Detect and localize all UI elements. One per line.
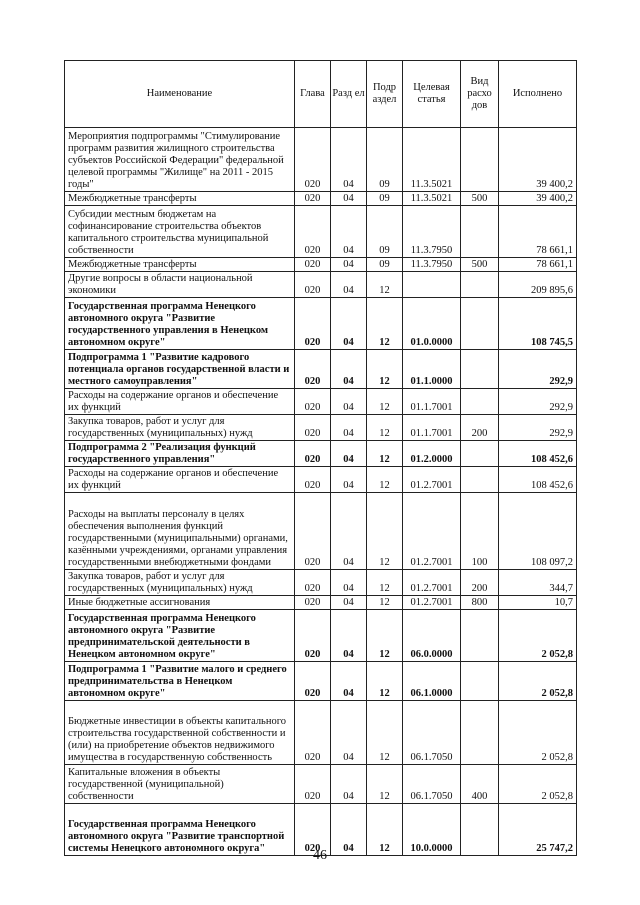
cell-razdel: 04 <box>331 192 367 206</box>
cell-vid <box>461 662 499 701</box>
table-row <box>65 765 577 804</box>
table-row <box>65 441 577 467</box>
cell-razdel: 04 <box>331 206 367 258</box>
cell-name: Государственная программа Ненецкого автономного округа "Развитие государственного управления в Ненецком автономном округе" <box>65 298 295 350</box>
table-row <box>65 258 577 272</box>
cell-name: Расходы на содержание органов и обеспечение их функций <box>65 467 295 493</box>
cell-podrazdel: 09 <box>367 206 403 258</box>
cell-name: Подпрограмма 2 "Реализация функций государственного управления" <box>65 441 295 467</box>
cell-podrazdel: 12 <box>367 701 403 765</box>
cell-statya <box>403 272 461 298</box>
cell-name: Межбюджетные трансферты <box>65 192 295 206</box>
table-row <box>65 610 577 662</box>
cell-podrazdel: 12 <box>367 350 403 389</box>
cell-vid <box>461 206 499 258</box>
cell-podrazdel: 12 <box>367 662 403 701</box>
cell-vid <box>461 389 499 415</box>
cell-glava: 020 <box>295 415 331 441</box>
cell-name: Закупка товаров, работ и услуг для государственных (муниципальных) нужд <box>65 415 295 441</box>
cell-vid <box>461 128 499 192</box>
cell-vid <box>461 298 499 350</box>
page-number: 46 <box>313 848 327 863</box>
table-row <box>65 493 577 570</box>
table-row <box>65 389 577 415</box>
cell-statya: 06.1.0000 <box>403 662 461 701</box>
cell-podrazdel: 12 <box>367 272 403 298</box>
cell-razdel: 04 <box>331 765 367 804</box>
cell-podrazdel: 12 <box>367 298 403 350</box>
cell-statya: 06.1.7050 <box>403 701 461 765</box>
cell-vid <box>461 467 499 493</box>
cell-statya: 11.3.7950 <box>403 258 461 272</box>
cell-razdel: 04 <box>331 350 367 389</box>
cell-vid <box>461 701 499 765</box>
cell-razdel: 04 <box>331 596 367 610</box>
header-ispolneno: Исполнено <box>499 61 577 128</box>
cell-podrazdel: 09 <box>367 258 403 272</box>
cell-name: Иные бюджетные ассигнования <box>65 596 295 610</box>
cell-glava: 020 <box>295 596 331 610</box>
table-row <box>65 415 577 441</box>
cell-glava: 020 <box>295 258 331 272</box>
table-row <box>65 662 577 701</box>
cell-ispolneno: 108 745,5 <box>499 298 577 350</box>
cell-name: Закупка товаров, работ и услуг для государственных (муниципальных) нужд <box>65 570 295 596</box>
cell-vid: 800 <box>461 596 499 610</box>
cell-podrazdel: 12 <box>367 765 403 804</box>
cell-statya: 11.3.7950 <box>403 206 461 258</box>
cell-razdel: 04 <box>331 570 367 596</box>
cell-statya: 01.2.7001 <box>403 570 461 596</box>
cell-glava: 020 <box>295 701 331 765</box>
cell-glava: 020 <box>295 128 331 192</box>
cell-podrazdel: 12 <box>367 610 403 662</box>
cell-glava: 020 <box>295 804 331 856</box>
cell-statya: 06.0.0000 <box>403 610 461 662</box>
cell-podrazdel: 09 <box>367 128 403 192</box>
table-row <box>65 192 577 206</box>
cell-statya: 01.2.0000 <box>403 441 461 467</box>
cell-podrazdel: 12 <box>367 804 403 856</box>
table-row <box>65 570 577 596</box>
cell-razdel: 04 <box>331 389 367 415</box>
cell-name: Расходы на содержание органов и обеспечение их функций <box>65 389 295 415</box>
cell-name: Капитальные вложения в объекты государственной (муниципальной) собственности <box>65 765 295 804</box>
cell-glava: 020 <box>295 765 331 804</box>
cell-podrazdel: 12 <box>367 467 403 493</box>
cell-podrazdel: 12 <box>367 415 403 441</box>
cell-ispolneno: 2 052,8 <box>499 610 577 662</box>
cell-name: Бюджетные инвестиции в объекты капитального строительства государственной собственности и (или) на приобретение объектов недвижимого имущества в государственную собственность <box>65 701 295 765</box>
cell-statya: 06.1.7050 <box>403 765 461 804</box>
cell-ispolneno: 292,9 <box>499 389 577 415</box>
table-row <box>65 467 577 493</box>
cell-ispolneno: 209 895,6 <box>499 272 577 298</box>
cell-glava: 020 <box>295 441 331 467</box>
cell-razdel: 04 <box>331 298 367 350</box>
cell-name: Государственная программа Ненецкого автономного округа "Развитие транспортной системы Ненецкого автономного округа" <box>65 804 295 856</box>
table-row <box>65 596 577 610</box>
header-name: Наименование <box>65 61 295 128</box>
cell-vid <box>461 441 499 467</box>
cell-vid <box>461 610 499 662</box>
cell-statya: 11.3.5021 <box>403 128 461 192</box>
cell-statya: 10.0.0000 <box>403 804 461 856</box>
cell-name: Подпрограмма 1 "Развитие малого и среднего предпринимательства в Ненецком автономном округе" <box>65 662 295 701</box>
cell-razdel: 04 <box>331 804 367 856</box>
cell-vid: 500 <box>461 192 499 206</box>
cell-statya: 01.1.7001 <box>403 389 461 415</box>
cell-ispolneno: 10,7 <box>499 596 577 610</box>
cell-ispolneno: 2 052,8 <box>499 662 577 701</box>
cell-statya: 01.2.7001 <box>403 493 461 570</box>
cell-ispolneno: 39 400,2 <box>499 192 577 206</box>
cell-razdel: 04 <box>331 272 367 298</box>
cell-ispolneno: 25 747,2 <box>499 804 577 856</box>
cell-glava: 020 <box>295 350 331 389</box>
cell-statya: 11.3.5021 <box>403 192 461 206</box>
header-glava: Глава <box>295 61 331 128</box>
cell-vid: 200 <box>461 570 499 596</box>
cell-name: Мероприятия подпрограммы "Стимулирование программ развития жилищного строительства субъектов Российской Федерации" федеральной целевой программы "Жилище" на 2011 - 2015 годы" <box>65 128 295 192</box>
table-row <box>65 272 577 298</box>
cell-statya: 01.2.7001 <box>403 467 461 493</box>
header-razdel: Разд ел <box>331 61 367 128</box>
cell-ispolneno: 108 452,6 <box>499 467 577 493</box>
cell-glava: 020 <box>295 467 331 493</box>
cell-ispolneno: 344,7 <box>499 570 577 596</box>
cell-razdel: 04 <box>331 441 367 467</box>
cell-vid <box>461 272 499 298</box>
cell-podrazdel: 12 <box>367 441 403 467</box>
cell-vid: 200 <box>461 415 499 441</box>
cell-name: Расходы на выплаты персоналу в целях обеспечения выполнения функций государственными (муниципальными) органами, казёнными учреждениями, органами управления государственными внебюджетными фондами <box>65 493 295 570</box>
cell-name: Подпрограмма 1 "Развитие кадрового потенциала органов государственной власти и местного самоуправления" <box>65 350 295 389</box>
table-header-row <box>65 61 577 128</box>
header-podrazdel: Подр аздел <box>367 61 403 128</box>
cell-statya: 01.1.7001 <box>403 415 461 441</box>
cell-glava: 020 <box>295 272 331 298</box>
table-row <box>65 206 577 258</box>
table-row <box>65 298 577 350</box>
cell-razdel: 04 <box>331 258 367 272</box>
cell-ispolneno: 108 097,2 <box>499 493 577 570</box>
cell-vid: 400 <box>461 765 499 804</box>
cell-glava: 020 <box>295 662 331 701</box>
table-row <box>65 350 577 389</box>
cell-glava: 020 <box>295 389 331 415</box>
cell-razdel: 04 <box>331 467 367 493</box>
cell-vid: 100 <box>461 493 499 570</box>
cell-name: Межбюджетные трансферты <box>65 258 295 272</box>
cell-vid: 500 <box>461 258 499 272</box>
header-statya: Целевая статья <box>403 61 461 128</box>
cell-ispolneno: 39 400,2 <box>499 128 577 192</box>
cell-name: Субсидии местным бюджетам на софинансирование строительства объектов капитального строительства муниципальной собственности <box>65 206 295 258</box>
cell-name: Другие вопросы в области национальной экономики <box>65 272 295 298</box>
cell-razdel: 04 <box>331 493 367 570</box>
cell-ispolneno: 292,9 <box>499 350 577 389</box>
cell-podrazdel: 12 <box>367 570 403 596</box>
cell-statya: 01.0.0000 <box>403 298 461 350</box>
cell-podrazdel: 09 <box>367 192 403 206</box>
cell-name: Государственная программа Ненецкого автономного округа "Развитие предпринимательской деятельности в Ненецком автономном округе" <box>65 610 295 662</box>
cell-vid <box>461 350 499 389</box>
cell-ispolneno: 292,9 <box>499 415 577 441</box>
cell-glava: 020 <box>295 206 331 258</box>
cell-podrazdel: 12 <box>367 493 403 570</box>
cell-statya: 01.2.7001 <box>403 596 461 610</box>
cell-ispolneno: 108 452,6 <box>499 441 577 467</box>
cell-ispolneno: 2 052,8 <box>499 701 577 765</box>
cell-razdel: 04 <box>331 662 367 701</box>
table-row <box>65 128 577 192</box>
table-row <box>65 701 577 765</box>
budget-table <box>64 60 577 856</box>
cell-glava: 020 <box>295 493 331 570</box>
cell-ispolneno: 78 661,1 <box>499 258 577 272</box>
cell-razdel: 04 <box>331 128 367 192</box>
cell-razdel: 04 <box>331 701 367 765</box>
cell-podrazdel: 12 <box>367 596 403 610</box>
cell-glava: 020 <box>295 610 331 662</box>
cell-glava: 020 <box>295 298 331 350</box>
cell-glava: 020 <box>295 570 331 596</box>
cell-razdel: 04 <box>331 610 367 662</box>
cell-podrazdel: 12 <box>367 389 403 415</box>
table-body <box>65 128 577 856</box>
cell-razdel: 04 <box>331 415 367 441</box>
cell-ispolneno: 2 052,8 <box>499 765 577 804</box>
cell-statya: 01.1.0000 <box>403 350 461 389</box>
cell-ispolneno: 78 661,1 <box>499 206 577 258</box>
cell-glava: 020 <box>295 192 331 206</box>
header-vid: Вид расхо дов <box>461 61 499 128</box>
